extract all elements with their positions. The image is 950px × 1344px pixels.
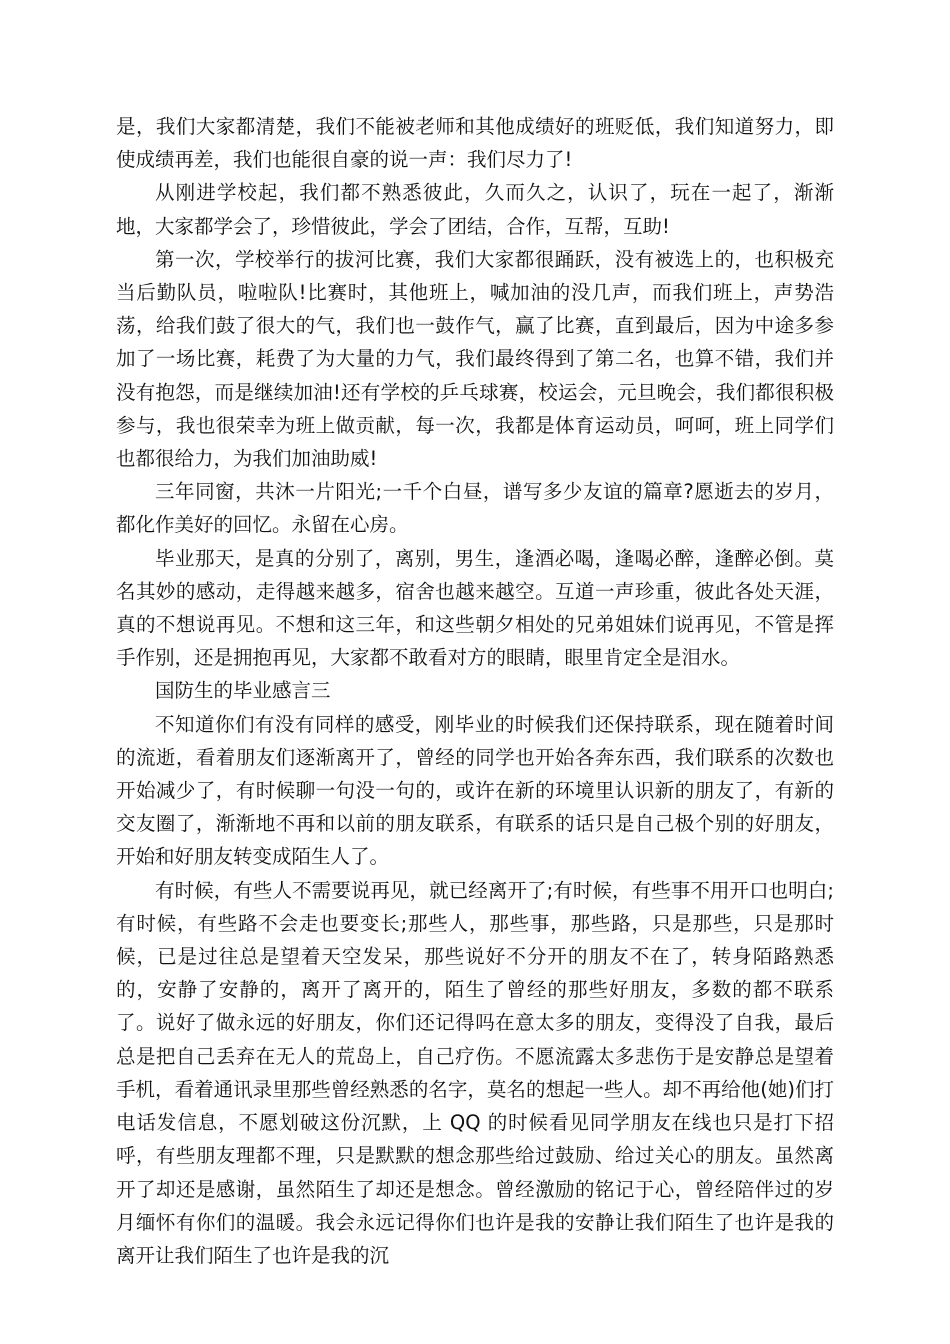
paragraph-graduation-day: 毕业那天，是真的分别了，离别，男生，逢酒必喝，逢喝必醉，逢醉必倒。莫名其妙的感动，走得越来越多，宿舍也越来越空。互道一声珍重，彼此各处天涯，真的不想说再见。不想和这三年，和这些朝夕相处的兄弟姐妹们说再见，不管是挥手作别，还是拥抱再见，大家都不敢看对方的眼睛，眼里肯定全是泪水。 — [116, 546, 834, 670]
paragraph-tug-of-war: 第一次，学校举行的拔河比赛，我们大家都很踊跃，没有被选上的，也积极充当后勤队员，啦啦队!比赛时，其他班上，喊加油的没几声，而我们班上，声势浩荡，给我们鼓了很大的气，我们也一鼓作气，赢了比赛，直到最后，因为中途多参加了一场比赛，耗费了为大量的力气，我们最终得到了第二名，也算不错，我们并没有抱怨，而是继续加油!还有学校的乒乓球赛，校运会，元旦晚会，我们都很积极参与，我也很荣幸为班上做贡献，每一次，我都是体育运动员，呵呵，班上同学们也都很给力，为我们加油助威! — [116, 247, 834, 471]
paragraph-three-years: 三年同窗，共沐一片阳光;一千个白昼，谱写多少友谊的篇章?愿逝去的岁月，都化作美好的回忆。永留在心房。 — [116, 480, 834, 537]
paragraph-friendship: 从刚进学校起，我们都不熟悉彼此，久而久之，认识了，玩在一起了，渐渐地，大家都学会了，珍惜彼此，学会了团结，合作，互帮，互助! — [116, 181, 834, 238]
document-body — [116, 110, 834, 1272]
section-heading: 国防生的毕业感言三 — [155, 679, 331, 703]
paragraph-continued: 是，我们大家都清楚，我们不能被老师和其他成绩好的班贬低，我们知道努力，即使成绩再差，我们也能很自豪的说一声：我们尽力了! — [116, 115, 834, 172]
paragraph-sometimes: 有时候，有些人不需要说再见，就已经离开了;有时候，有些事不用开口也明白;有时候，有些路不会走也要变长;那些人，那些事，那些路，只是那些，只是那时候，已是过往总是望着天空发呆，那些说好不分开的朋友不在了，转身陌路熟悉的，安静了安静的，离开了离开的，陌生了曾经的那些好朋友，多数的都不联系了。说好了做永远的好朋友，你们还记得吗在意太多的朋友，变得没了自我，最后总是把自己丢弃在无人的荒岛上，自己疗伤。不愿流露太多悲伤于是安静总是望着手机，看着通讯录里那些曾经熟悉的名字，莫名的想起一些人。却不再给他(她)们打电话发信息，不愿划破这份沉默，上 QQ 的时候看见同学朋友在线也只是打下招呼，有些朋友理都不理，只是默默的想念那些给过鼓励、给过关心的朋友。虽然离开了却还是感谢，虽然陌生了却还是想念。曾经激励的铭记于心，曾经陪伴过的岁月缅怀有你们的温暖。我会永远记得你们也许是我的安静让我们陌生了也许是我的离开让我们陌生了也许是我的沉 — [116, 878, 834, 1267]
paragraph-losing-touch: 不知道你们有没有同样的感受，刚毕业的时候我们还保持联系，现在随着时间的流逝，看着朋友们逐渐离开了，曾经的同学也开始各奔东西，我们联系的次数也开始减少了，有时候聊一句没一句的，或许在新的环境里认识新的朋友了，有新的交友圈了，渐渐地不再和以前的朋友联系，有联系的话只是自己极个别的好朋友，开始和好朋友转变成陌生人了。 — [116, 712, 834, 869]
